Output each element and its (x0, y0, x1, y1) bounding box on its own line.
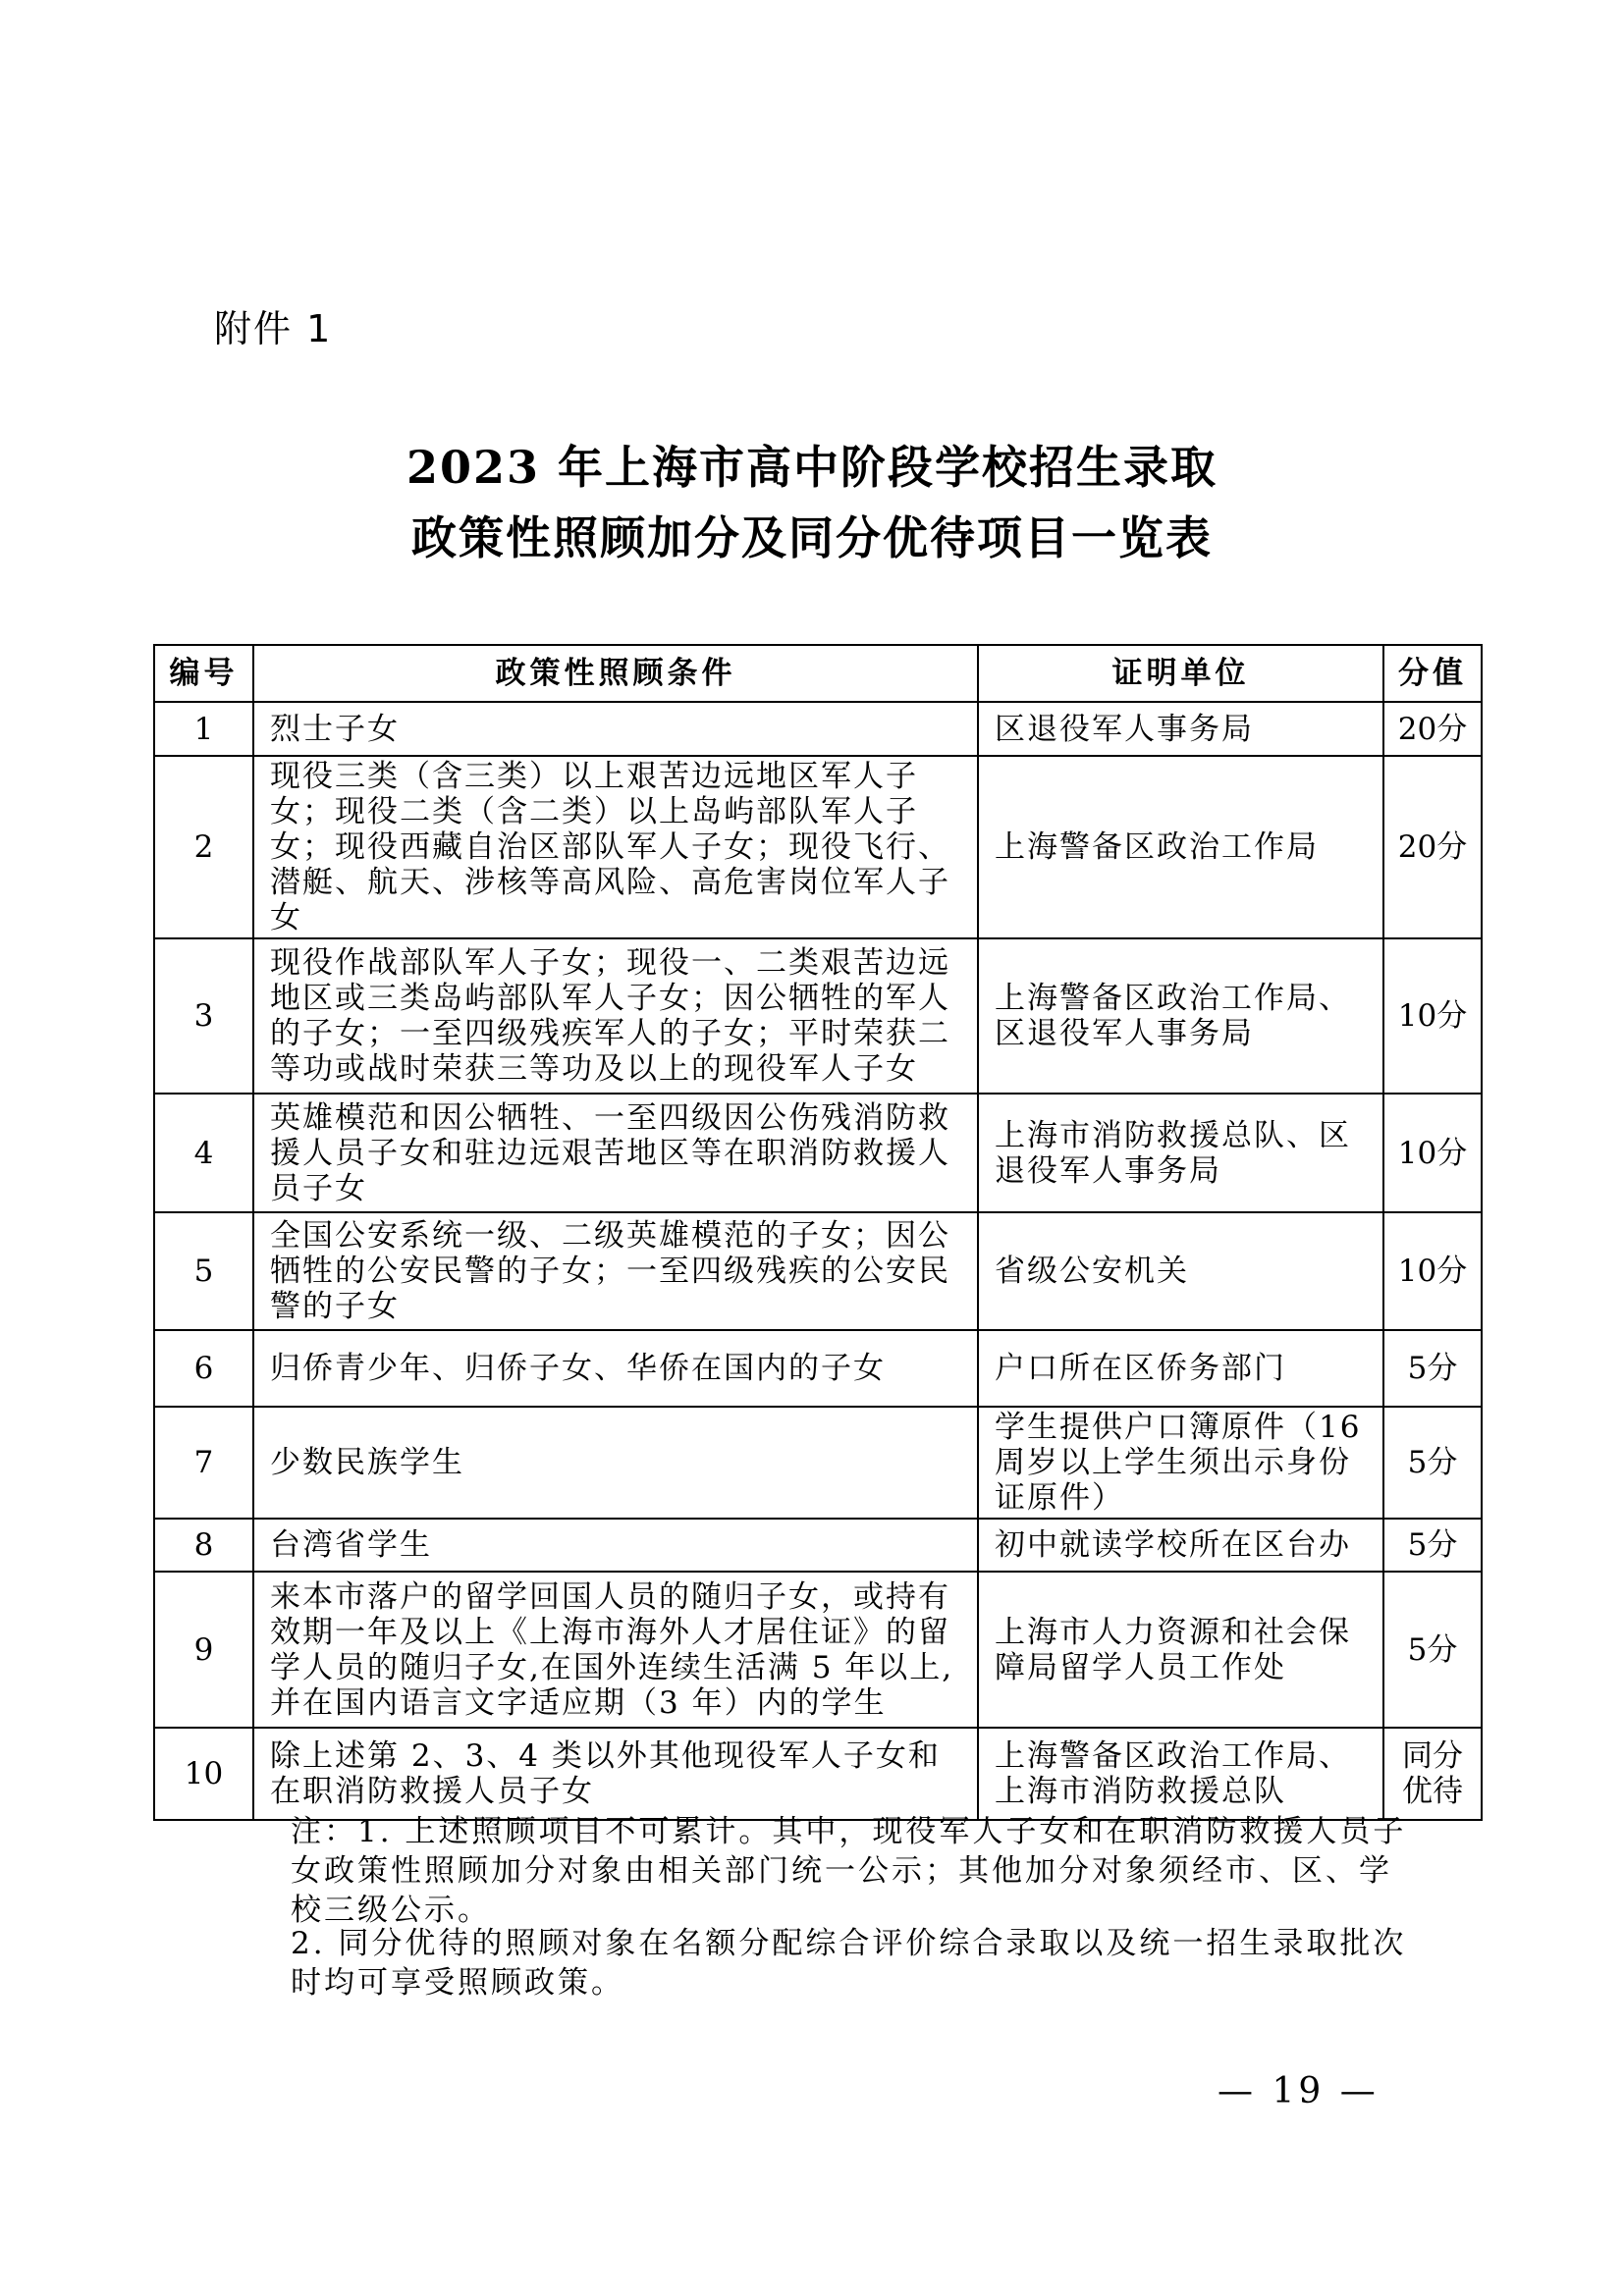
row-unit: 区退役军人事务局 (978, 702, 1383, 756)
table-header-row (154, 645, 1482, 702)
row-score: 10分 (1383, 1212, 1482, 1330)
row-number: 8 (154, 1519, 253, 1572)
table-row (154, 1407, 1482, 1519)
row-unit: 省级公安机关 (978, 1212, 1383, 1330)
row-number: 5 (154, 1212, 253, 1330)
table-row (154, 938, 1482, 1094)
row-score: 5分 (1383, 1407, 1482, 1519)
note-2-text: 2. 同分优待的照顾对象在名额分配综合评价综合录取以及统一招生录取批次时均可享受照顾政策。 (291, 1926, 1407, 2001)
row-score: 10分 (1383, 938, 1482, 1094)
header-number: 编号 (154, 645, 253, 702)
row-condition: 现役三类（含三类）以上艰苦边远地区军人子女；现役二类（含二类）以上岛屿部队军人子女；现役西藏自治区部队军人子女；现役飞行、潜艇、航天、涉核等高风险、高危害岗位军人子女 (253, 756, 978, 938)
row-number: 2 (154, 756, 253, 938)
row-unit: 上海市消防救援总队、区退役军人事务局 (978, 1094, 1383, 1212)
row-number: 9 (154, 1572, 253, 1728)
header-condition: 政策性照顾条件 (253, 645, 978, 702)
row-unit: 上海警备区政治工作局 (978, 756, 1383, 938)
row-number: 1 (154, 702, 253, 756)
header-score: 分值 (1383, 645, 1482, 702)
row-condition: 全国公安系统一级、二级英雄模范的子女；因公牺牲的公安民警的子女；一至四级残疾的公安民警的子女 (253, 1212, 978, 1330)
row-unit: 上海市人力资源和社会保障局留学人员工作处 (978, 1572, 1383, 1728)
table-row (154, 702, 1482, 756)
row-number: 10 (154, 1728, 253, 1820)
row-condition: 少数民族学生 (253, 1407, 978, 1519)
page-number: — 19 — (1218, 2071, 1380, 2111)
note-1-text: 注：1. 上述照顾项目不可累计。其中，现役军人子女和在职消防救援人员子女政策性照顾加分对象由相关部门统一公示；其他加分对象须经市、区、学校三级公示。 (291, 1814, 1407, 1928)
row-score: 同分优待 (1383, 1728, 1482, 1820)
table-row (154, 1094, 1482, 1212)
row-condition: 现役作战部队军人子女；现役一、二类艰苦边远地区或三类岛屿部队军人子女；因公牺牲的军人的子女；一至四级残疾军人的子女；平时荣获二等功或战时荣获三等功及以上的现役军人子女 (253, 938, 978, 1094)
row-unit: 上海警备区政治工作局、上海市消防救援总队 (978, 1728, 1383, 1820)
row-unit: 初中就读学校所在区台办 (978, 1519, 1383, 1572)
note-1 (214, 1812, 1422, 1930)
row-condition: 来本市落户的留学回国人员的随归子女，或持有效期一年及以上《上海市海外人才居住证》的留学人员的随归子女,在国外连续生活满 5 年以上,并在国内语言文字适应期（3 年）内的学生 (253, 1572, 978, 1728)
table-row (154, 1728, 1482, 1820)
attachment-label: 附件 1 (214, 307, 333, 350)
table-row (154, 1519, 1482, 1572)
row-number: 4 (154, 1094, 253, 1212)
row-unit: 学生提供户口簿原件（16周岁以上学生须出示身份证原件） (978, 1407, 1383, 1519)
row-number: 7 (154, 1407, 253, 1519)
row-number: 6 (154, 1330, 253, 1407)
policy-table (153, 644, 1483, 1821)
row-condition: 英雄模范和因公牺牲、一至四级因公伤残消防救援人员子女和驻边远艰苦地区等在职消防救援人员子女 (253, 1094, 978, 1212)
row-unit: 上海警备区政治工作局、区退役军人事务局 (978, 938, 1383, 1094)
table-row (154, 756, 1482, 938)
row-unit: 户口所在区侨务部门 (978, 1330, 1383, 1407)
row-score: 20分 (1383, 702, 1482, 756)
row-score: 5分 (1383, 1330, 1482, 1407)
table-row (154, 1212, 1482, 1330)
note-2 (214, 1924, 1422, 2002)
row-condition: 烈士子女 (253, 702, 978, 756)
row-score: 5分 (1383, 1519, 1482, 1572)
table-row (154, 1572, 1482, 1728)
row-score: 10分 (1383, 1094, 1482, 1212)
row-score: 20分 (1383, 756, 1482, 938)
header-unit: 证明单位 (978, 645, 1383, 702)
row-score: 5分 (1383, 1572, 1482, 1728)
row-condition: 台湾省学生 (253, 1519, 978, 1572)
table-row (154, 1330, 1482, 1407)
row-condition: 除上述第 2、3、4 类以外其他现役军人子女和在职消防救援人员子女 (253, 1728, 978, 1820)
row-condition: 归侨青少年、归侨子女、华侨在国内的子女 (253, 1330, 978, 1407)
document-title-line-1: 2023 年上海市高中阶段学校招生录取 (406, 441, 1218, 494)
document-title-line-2: 政策性照顾加分及同分优待项目一览表 (411, 511, 1213, 564)
row-number: 3 (154, 938, 253, 1094)
